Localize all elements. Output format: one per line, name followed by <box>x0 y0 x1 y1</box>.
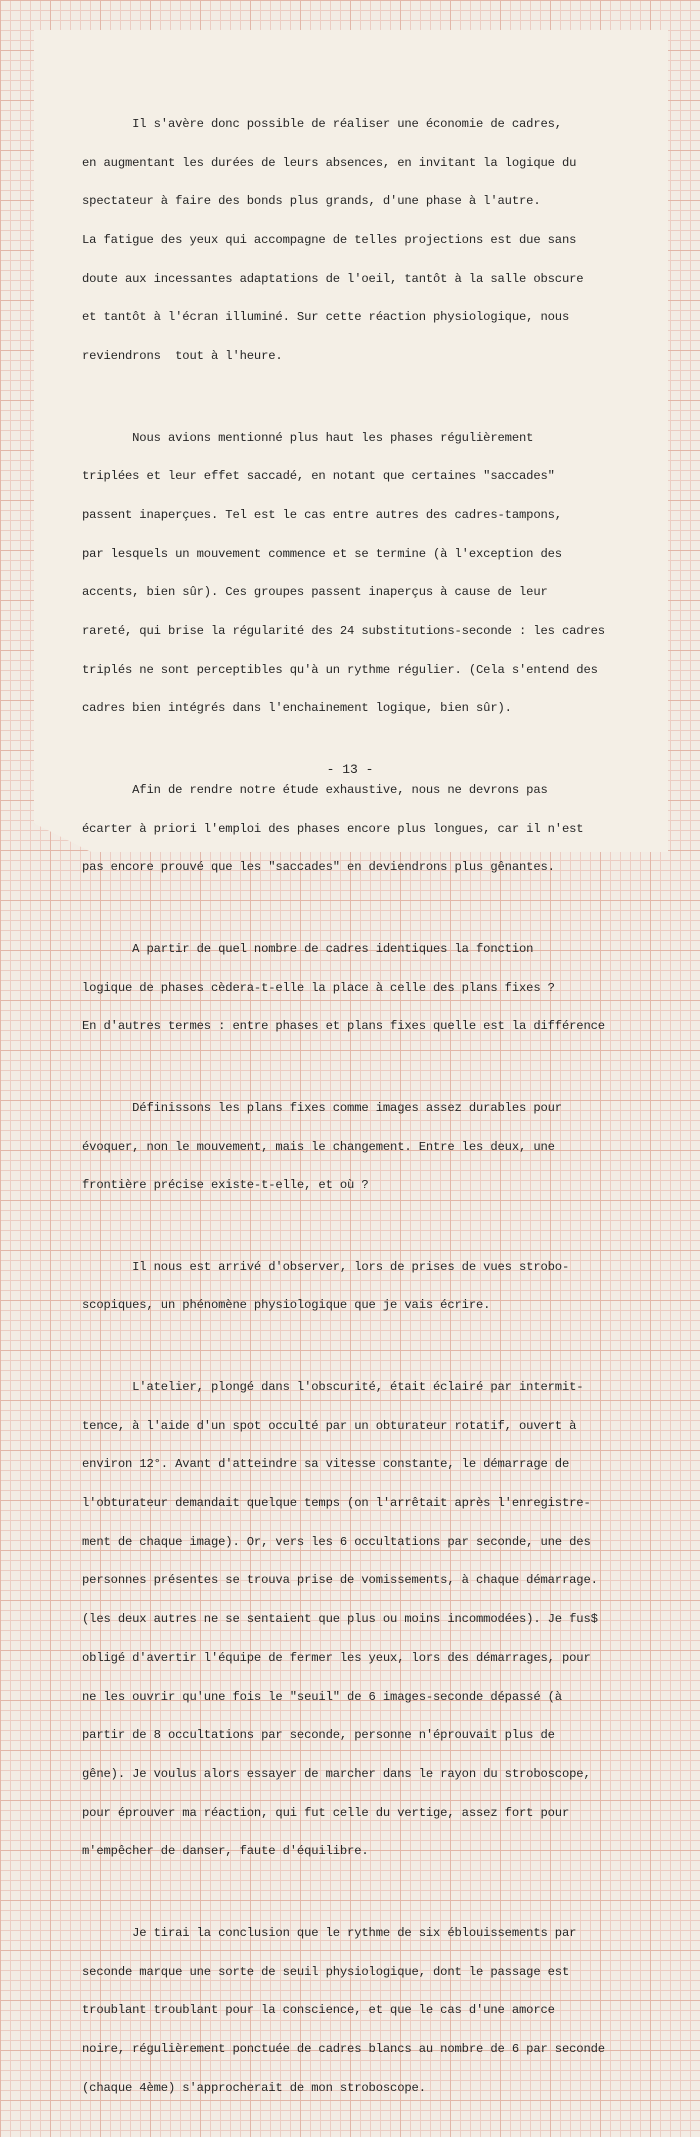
text-line: scopiques, un phénomène physiologique que je vais écrire. <box>82 1298 491 1313</box>
paragraph <box>82 758 662 900</box>
paragraph <box>82 1076 662 1218</box>
document-body <box>82 92 662 2137</box>
text-line: pour éprouver ma réaction, qui fut celle du vertige, assez fort pour <box>82 1805 570 1820</box>
text-line: accents, bien sûr). Ces groupes passent inaperçus à cause de leur <box>82 585 548 600</box>
text-line: personnes présentes se trouva prise de vomissements, à chaque démarrage. <box>82 1573 598 1588</box>
text-line: pas encore prouvé que les "saccades" en deviendrons plus gênantes. <box>82 860 555 875</box>
text-line: par lesquels un mouvement commence et se termine (à l'exception des <box>82 546 562 561</box>
paragraph <box>82 1355 662 1884</box>
paragraph <box>82 917 662 1059</box>
text-line: (les deux autres ne se sentaient que plus ou moins incommodées). Je fus$ <box>82 1612 598 1627</box>
text-line: reviendrons tout à l'heure. <box>82 349 283 364</box>
text-line: écarter à priori l'emploi des phases encore plus longues, car il n'est <box>82 821 584 836</box>
text-line: ment de chaque image). Or, vers les 6 occultations par seconde, une des <box>82 1534 591 1549</box>
text-line: en augmentant les durées de leurs absences, en invitant la logique du <box>82 155 577 170</box>
text-line: noire, régulièrement ponctuée de cadres blancs au nombre de 6 par seconde <box>82 2042 605 2057</box>
text-line: l'obturateur demandait quelque temps (on l'arrêtait après l'enregistre- <box>82 1496 591 1511</box>
text-line: A partir de quel nombre de cadres identiques la fonction <box>82 941 534 956</box>
paragraph <box>82 1235 662 1338</box>
text-line: seconde marque une sorte de seuil physiologique, dont le passage est <box>82 1964 570 1979</box>
text-line: Je tirai la conclusion que le rythme de six éblouissements par <box>82 1925 577 1940</box>
text-line: m'empêcher de danser, faute d'équilibre. <box>82 1844 369 1859</box>
text-line: triplés ne sont perceptibles qu'à un rythme régulier. (Cela s'entend des <box>82 662 598 677</box>
text-line: logique de phases cèdera-t-elle la place à celle des plans fixes ? <box>82 980 555 995</box>
text-line: tence, à l'aide d'un spot occulté par un obturateur rotatif, ouvert à <box>82 1418 577 1433</box>
text-line: évoquer, non le mouvement, mais le changement. Entre les deux, une <box>82 1139 555 1154</box>
text-line: partir de 8 occultations par seconde, personne n'éprouvait plus de <box>82 1728 555 1743</box>
paragraph <box>82 92 662 389</box>
text-line: obligé d'avertir l'équipe de fermer les yeux, lors des démarrages, pour <box>82 1650 591 1665</box>
text-line: L'atelier, plongé dans l'obscurité, était éclairé par intermit- <box>82 1379 584 1394</box>
text-line: Il s'avère donc possible de réaliser une économie de cadres, <box>82 116 562 131</box>
text-line: cadres bien intégrés dans l'enchainement logique, bien sûr). <box>82 701 512 716</box>
text-line: frontière précise existe-t-elle, et où ? <box>82 1178 369 1193</box>
text-line: Afin de rendre notre étude exhaustive, nous ne devrons pas <box>82 782 548 797</box>
text-line: ne les ouvrir qu'une fois le "seuil" de 6 images-seconde dépassé (à <box>82 1689 562 1704</box>
text-line: gêne). Je voulus alors essayer de marcher dans le rayon du stroboscope, <box>82 1767 591 1781</box>
text-line: troublant troublant pour la conscience, et que le cas d'une amorce <box>82 2003 555 2018</box>
text-line: environ 12°. Avant d'atteindre sa vitesse constante, le démarrage de <box>82 1457 570 1472</box>
text-line: (chaque 4ème) s'approcherait de mon stroboscope. <box>82 2080 426 2095</box>
text-line: doute aux incessantes adaptations de l'oeil, tantôt à la salle obscure <box>82 271 584 286</box>
text-line: Il nous est arrivé d'observer, lors de prises de vues strobo- <box>82 1259 570 1274</box>
text-line: rareté, qui brise la régularité des 24 substitutions-seconde : les cadres <box>82 624 605 639</box>
text-line: et tantôt à l'écran illuminé. Sur cette réaction physiologique, nous <box>82 310 570 325</box>
text-line: En d'autres termes : entre phases et plans fixes quelle est la différence <box>82 1019 605 1034</box>
text-line: Nous avions mentionné plus haut les phases régulièrement <box>82 430 534 445</box>
text-line: spectateur à faire des bonds plus grands, d'une phase à l'autre. <box>82 194 541 209</box>
text-line: triplées et leur effet saccadé, en notant que certaines "saccades" <box>82 469 555 484</box>
paragraph <box>82 406 662 741</box>
text-line: La fatigue des yeux qui accompagne de telles projections est due sans <box>82 232 577 247</box>
text-line: passent inaperçues. Tel est le cas entre autres des cadres-tampons, <box>82 507 562 522</box>
paragraph <box>82 1901 662 2120</box>
page-number: - 13 - <box>326 762 374 777</box>
text-line: Définissons les plans fixes comme images assez durables pour <box>82 1100 562 1115</box>
